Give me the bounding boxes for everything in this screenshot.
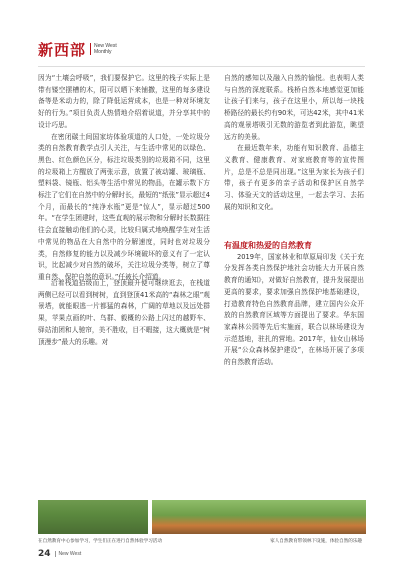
right-column-bottom [224,240,364,540]
paragraph: 因为“土壤会呼吸”，我们要保护它。这里的栈子实际上是带有镂空摆槽的木，阳可以晒下来铺撒，这里的每多建设备等是米动力的，除了降低运营成本，也是一种对环境友好的行为。”项目负责人热情地介绍着说道，并分享其中的设计巧思。 [38,74,210,129]
magazine-logo: 新西部 [38,40,87,59]
logo-en-line2: Monthly [94,49,112,55]
photo-students-nature [38,500,148,534]
photo-caption-left: 在自然教育中心参加学习，学生们正在进行自然体验学习活动 [38,539,163,544]
paragraph: 沿着栈道拾级而上，登顶最升便可继续逛去，在栈道两侧已经可以看到树树，直到登顶41米高的“森林之眼”观景塔，就能眼逃一片都猛的森林，广阔的草地以及远处群果，苹果点画的叶、鸟群、毅概的公路上闪过的越野车、驿站油团和人驰帘，美不胜收，目不暇接，这大概就是“树顶漫步”最大的乐趣。对 [38,279,210,346]
left-column-bottom [38,278,210,496]
photo-group-forest [152,500,366,534]
magazine-logo-english [90,43,117,55]
right-column-top [224,73,364,233]
section-heading: 有温度和热爱的自然教育 [224,241,312,250]
photo-caption-right: 家人自然教育带领林下设施，体验自然的乐趣 [270,539,362,544]
logo-en-line1: New West [94,43,117,49]
paragraph: 2019年，国家林业和草原局印发《关于充分发挥各类自然保护地社会功能大力开展自然教育的通知》，对做好自然教育，提升发展提出更高的要求，要求加强自然保护地基础建设，打造教育特色自然教育品牌，建立国内公众开放的自然教育区域等方面提出了要求。华东国家森林公园等先后实施面，联合以林场建设为示范基地，驻扎的营地。2017年，仙女山林场开展“公众森林保护建设”，在林场开展了多项的自然教育活动。 [224,252,364,367]
paragraph: 在密闭碳土间国家坊体验项道的人口处，一处垃圾分类的自然教育教学点引人关注，与生活中常见的以绿色、黑色、红色颜色区分，标注垃圾类别的垃圾箱不同，这里的垃圾箱上方醒放了两张示意，放置了被动罐、玻璃瓶、塑料袋、镜瓶、铝头等生活中常见的物品，在罐示数下方标注了它们在自然中的分解时长，最短的“纸张”显示超过4个月，而最长的“纯净水瓶”更是“惊人”，显示超过500年。“在学生团建时，这些直观的展示物和分解时长数据往往会直接触动他们的心灵，比较归属式地唤醒学生对生活中常见的物品在大自然中的分解速度，同时也对垃圾分类，自然修复的能力以及减少环境破坏的意义有了一定认识，比起减少对自然的破坏，关注垃圾分类等，树立了尊重自然、保护自然的意识。”任被长介绍道。 [38,132,210,281]
left-column-top [38,73,210,281]
header-rule [38,66,365,67]
page-number: 24 [38,549,51,559]
paragraph: 在最近数年来，功能有知识教育、品德主义教育、健康教育、对家庭教育等的宣传图片，总是不总是同出现。”这里为家长为孩子们带，孩子有更多的亲子活动和保护区自然学习、体验天文的活动这里，一起去学习、去拓展的知识和文化。 [224,144,364,211]
masthead [38,40,117,58]
page-footer [38,549,81,559]
footer-brand: New West [55,551,82,557]
paragraph: 自然的感知以及融入自然的愉悦。也表明人类与自然的深度联系。栈桥自然本地感觉更加能让孩子们来与，孩子在这里小，所以每一块栈桥路径的最长约有90米，可达42米，其中41米高的观景塔吸引无数的游览者到此游览，眺望远方的美景。 [224,74,364,141]
